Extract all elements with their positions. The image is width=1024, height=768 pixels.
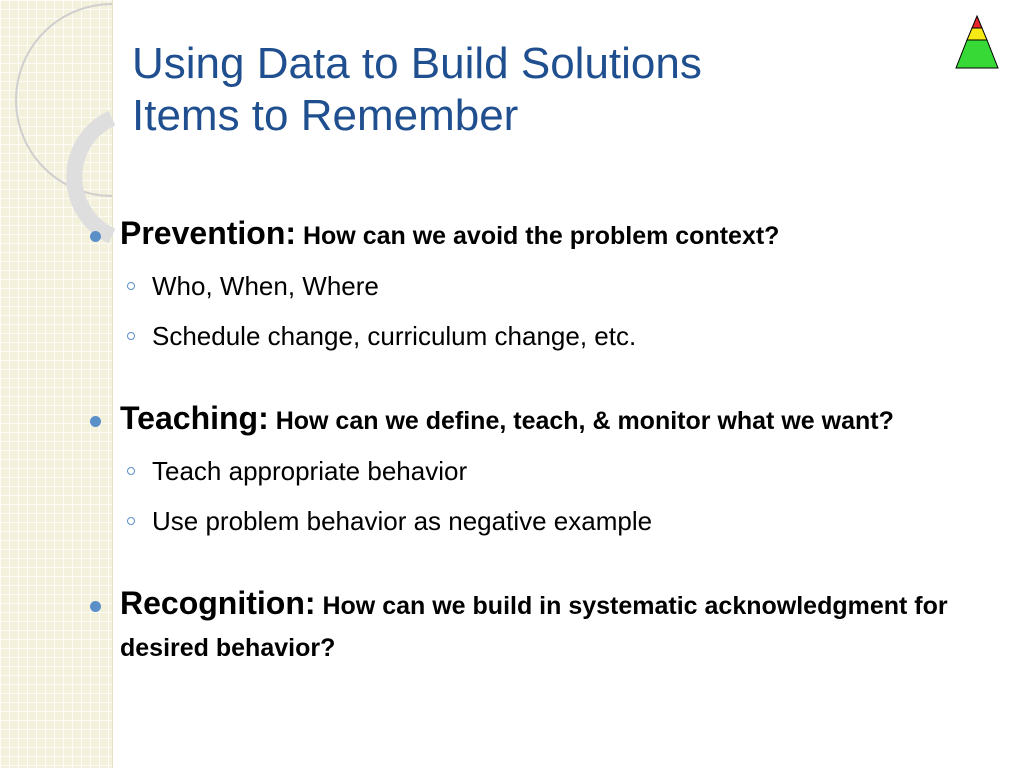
sub-item-text: Use problem behavior as negative example xyxy=(152,506,653,536)
point-label: Teaching: xyxy=(120,400,269,436)
sub-item xyxy=(120,261,988,311)
sub-item xyxy=(120,446,988,496)
sub-item-text: Who, When, Where xyxy=(152,271,379,301)
main-point xyxy=(120,212,988,257)
list-item-prevention xyxy=(88,212,988,361)
pyramid-icon xyxy=(954,14,1000,70)
ring-bullet-icon xyxy=(127,517,135,525)
main-point xyxy=(120,582,988,669)
point-question: How can we avoid the problem context? xyxy=(302,222,780,250)
sub-item xyxy=(120,496,988,546)
slide-title xyxy=(132,38,702,142)
sub-item xyxy=(120,311,988,361)
bullet-icon xyxy=(90,601,101,612)
point-label: Prevention: xyxy=(120,215,297,251)
point-question: How can we build in systematic acknowledgment for desired behavior? xyxy=(120,592,948,662)
ring-bullet-icon xyxy=(127,332,135,340)
list-item-recognition xyxy=(88,582,988,669)
point-question: How can we define, teach, & monitor what we want? xyxy=(275,407,894,435)
list-item-teaching xyxy=(88,397,988,546)
sub-list xyxy=(120,261,988,361)
ring-bullet-icon xyxy=(127,467,135,475)
title-line-1: Using Data to Build Solutions xyxy=(132,39,702,88)
point-label: Recognition: xyxy=(120,585,316,621)
title-line-2: Items to Remember xyxy=(132,91,519,140)
sub-item-text: Teach appropriate behavior xyxy=(152,456,468,486)
main-point xyxy=(120,397,988,442)
bullet-icon xyxy=(90,416,101,427)
sub-item-text: Schedule change, curriculum change, etc. xyxy=(152,321,637,351)
sub-list xyxy=(120,446,988,546)
bullet-icon xyxy=(90,231,101,242)
slide-content xyxy=(88,212,988,669)
ring-bullet-icon xyxy=(127,282,135,290)
